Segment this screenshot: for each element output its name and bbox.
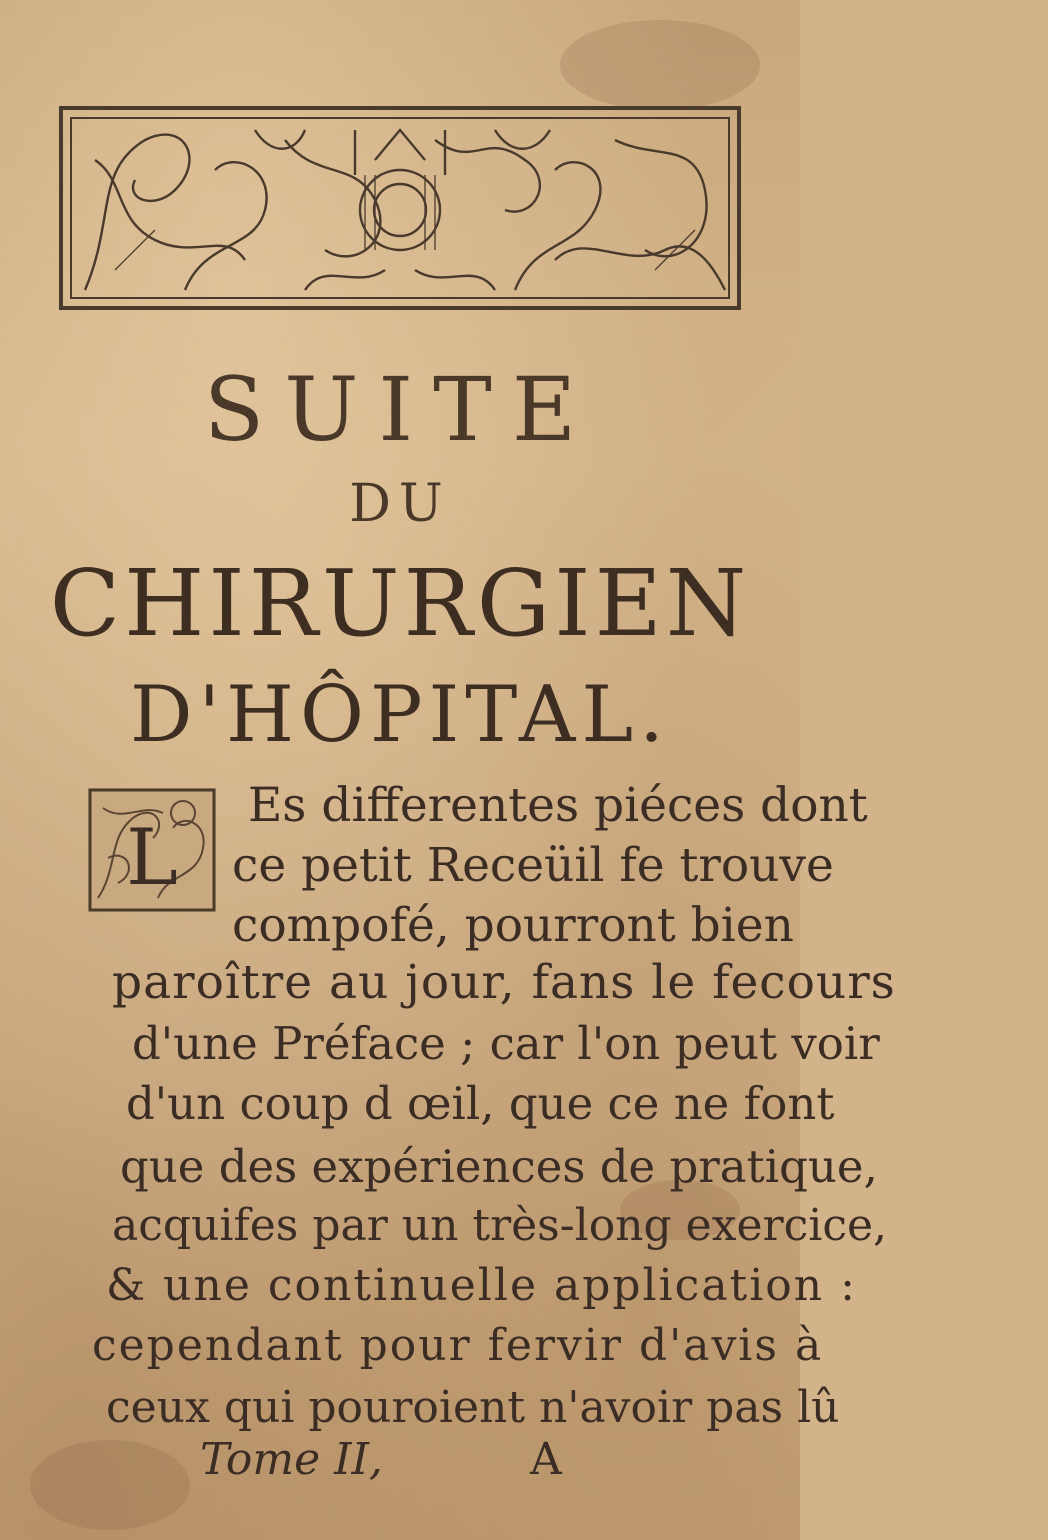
paper-stain	[560, 20, 760, 110]
decorative-initial-icon	[88, 788, 216, 912]
title-du: DU	[349, 474, 451, 534]
title-chirurgien: CHIRURGIEN	[49, 550, 751, 657]
body-line: Es differentes piéces dont	[248, 778, 868, 833]
gathering-signature: A	[530, 1434, 562, 1485]
volume-signature: Tome II,	[200, 1434, 383, 1485]
title-hopital: D'HÔPITAL.	[130, 670, 670, 760]
headpiece-ornament-icon	[55, 100, 745, 320]
initial-letter: L	[126, 813, 178, 903]
title-suite: SUITE	[203, 358, 597, 461]
paper-stain	[30, 1440, 190, 1530]
body-line: acquifes par un très-long exercice,	[112, 1200, 887, 1251]
body-line: d'un coup d œil, que ce ne font	[126, 1077, 835, 1130]
body-line: ce petit Receüil fe trouve	[232, 838, 834, 893]
body-line: compofé, pourront bien	[232, 898, 794, 953]
body-line: ceux qui pouroient n'avoir pas lû	[106, 1382, 840, 1433]
body-line: cependant pour fervir d'avis à	[92, 1320, 824, 1371]
body-line: que des expériences de pratique,	[120, 1140, 878, 1193]
body-line: paroître au jour, fans le fecours	[112, 955, 896, 1010]
body-line: d'une Préface ; car l'on peut voir	[132, 1017, 880, 1070]
body-line: & une continuelle application :	[106, 1260, 857, 1311]
